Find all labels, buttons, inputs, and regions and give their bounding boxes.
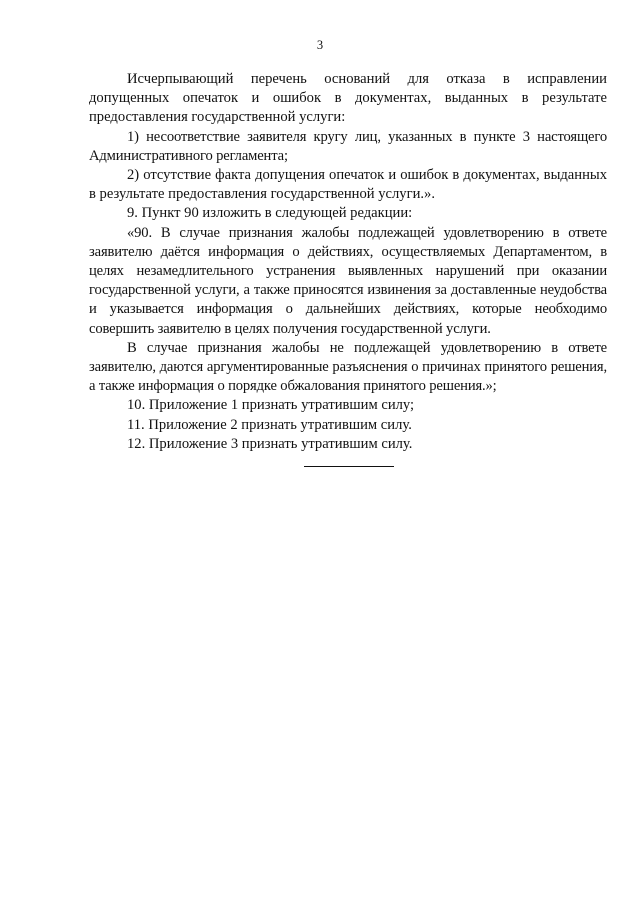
paragraph-complaint-rejected: В случае признания жалобы не подлежащей удовлетворению в ответе заявителю, даются аргументированные разъяснения о причинах принятого решения, а также информация о порядке обжалования принятого решения.»; <box>89 339 607 395</box>
paragraph-point-90-text: «90. В случае признания жалобы подлежащей удовлетворению в ответе заявителю даётся информация о действиях, осуществляемых Департаментом, в целях незамедлительного устранения выявленных нарушений при оказании государственной услуги, а также приносятся извинения за доставленные неудобства и указывается информация о дальнейших действиях, которые необходимо совершить заявителю в целях получения государственной услуги. <box>89 224 607 337</box>
paragraph-item-2: 2) отсутствие факта допущения опечаток и ошибок в документах, выданных в результате предоставления государственной услуги.». <box>89 167 607 203</box>
page-number: 3 <box>316 38 324 52</box>
paragraph-point-10: 10. Приложение 1 признать утратившим силу; <box>127 397 415 414</box>
paragraph-point-12: 12. Приложение 3 признать утратившим силу. <box>127 435 413 452</box>
end-separator-line <box>304 466 394 467</box>
paragraph-item-1: 1) несоответствие заявителя кругу лиц, указанных в пункте 3 настоящего Административного регламента; <box>89 128 607 164</box>
document-body <box>89 70 607 454</box>
paragraph-point-11: 11. Приложение 2 признать утратившим силу. <box>127 416 412 433</box>
paragraph-refusal-grounds: Исчерпывающий перечень оснований для отказа в исправлении допущенных опечаток и ошибок в документах, выданных в результате предоставления государственной услуги: <box>89 71 607 126</box>
paragraph-point-9: 9. Пункт 90 изложить в следующей редакции: <box>127 205 413 222</box>
